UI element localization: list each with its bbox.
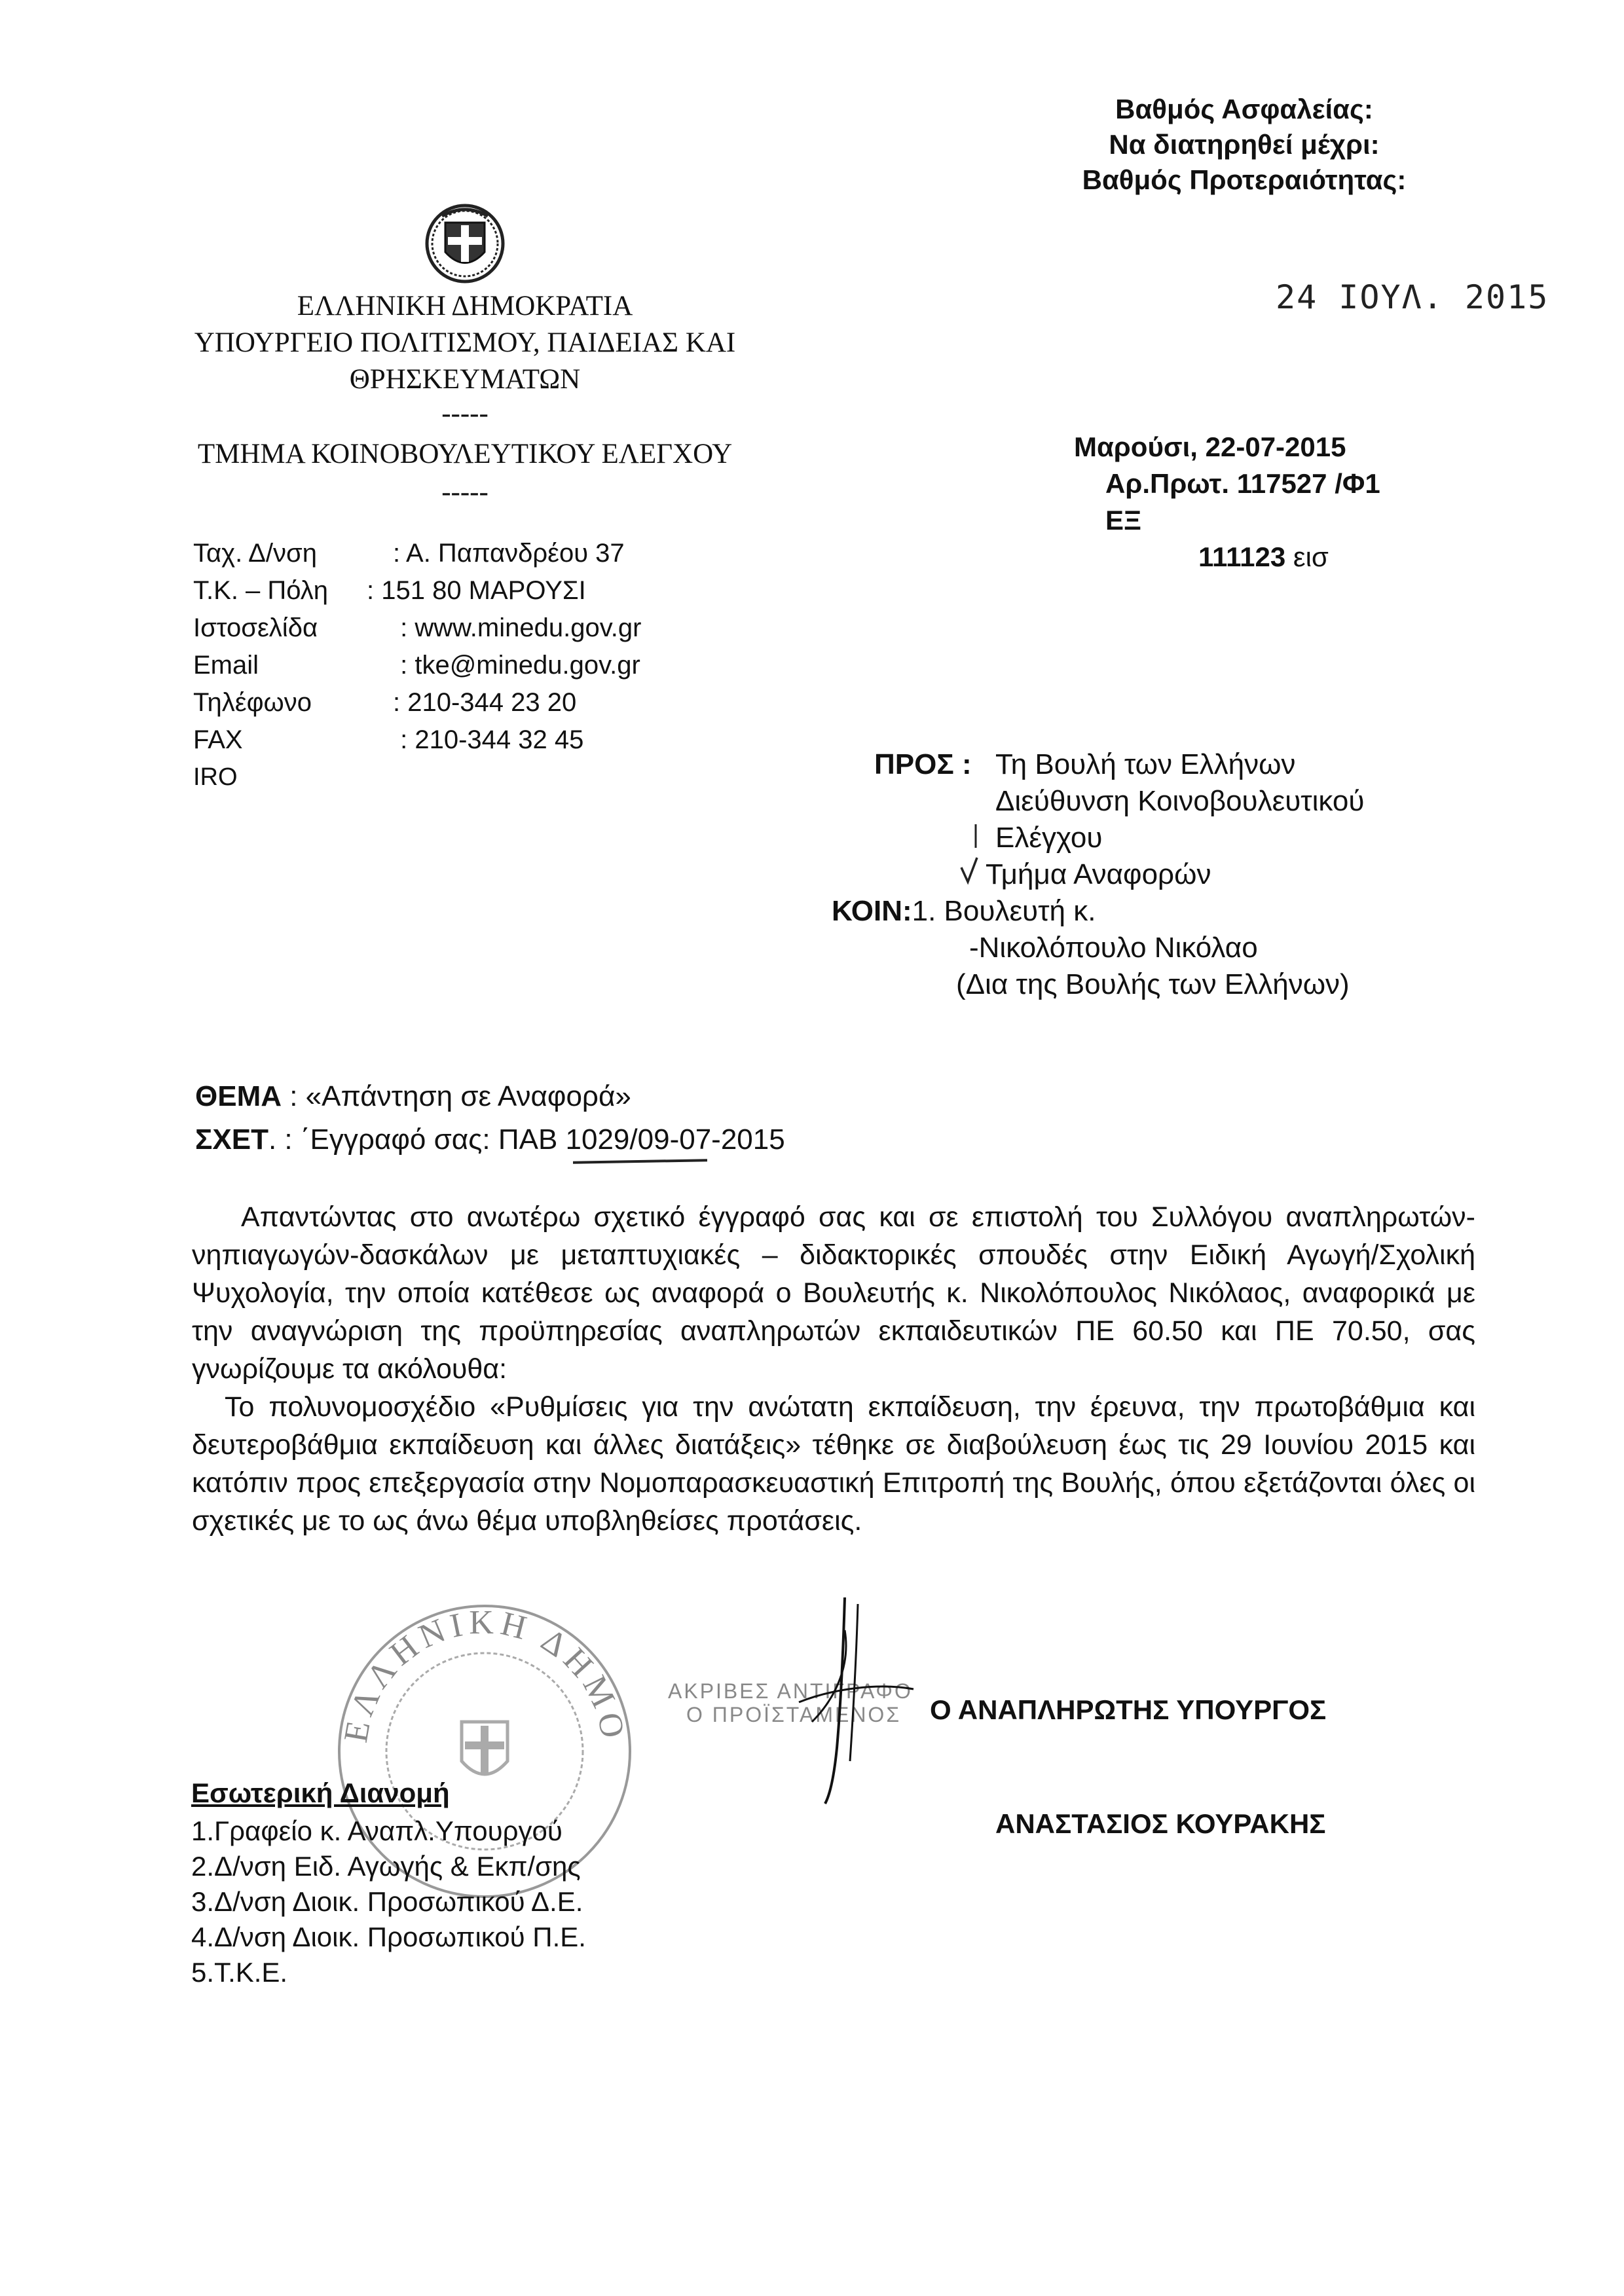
certification-line1: ΑΚΡΙΒΕΣ ΑΝΤΙΓΡΑΦΟ [668,1679,913,1703]
address-row [193,572,641,610]
ministry-name-line2: ΘΡΗΣΚΕΥΜΑΤΩΝ [349,364,581,395]
address-value: : 210-344 23 20 [393,688,577,717]
seal-ring-text: ΕΛΛΗΝΙΚΗ ΔΗΜΟ [337,1603,633,1746]
retention-period: Να διατηρηθεί μέχρι: [1109,129,1380,160]
address-row [193,610,641,647]
received-date-stamp: 24 ΙΟΥΛ. 2015 [1276,278,1549,316]
document-reference [982,429,1401,575]
department-name: ΤΜΗΜΑ ΚΟΙΝΟΒΟΥΛΕΥΤΙΚΟΥ ΕΛΕΓΧΟΥ [197,439,733,469]
reference-underline [573,1159,707,1164]
ministry-header [131,288,799,512]
address-value: : tke@minedu.gov.gr [393,651,640,680]
cc-recipient-line3: (Δια της Βουλής των Ελλήνων) [956,968,1350,1000]
security-block [1008,92,1480,198]
subject-line [195,1080,631,1113]
body-paragraph-1: Απαντώντας στο ανωτέρω σχετικό έγγραφό σας και σε επιστολή του Συλλόγου αναπληρωτών-νηπιαγωγών-δασκάλων με μεταπτυχιακές – διδακτορικές σπουδές στην Ειδική Αγωγή/Σχολική Ψυχολογία, την οποία κατέθεσε ως αναφορά ο Βουλευτής κ. Νικολόπουλος Νικόλαος, αναφορικά με την αναγνώριση της προϋπηρεσίας αναπληρωτών εκπαιδευτικών ΠΕ 60.50 και ΠΕ 70.50, σας γνωρίζουμε τα ακόλουθα: [192,1201,1475,1385]
body-paragraph-2: Το πολυνομοσχέδιο «Ρυθμίσεις για την ανώτατη εκπαίδευση, την έρευνα, την πρωτοβάθμια και δευτεροβάθμια εκπαίδευση και άλλες διατάξεις» τέθηκε σε διαβούλευση έως τις 29 Ιουνίου 2015 και κατόπιν προς επεξεργασία στην Νομοπαρασκευαστική Επιτροπή της Βουλής, όπου εξετάζονται όλες οι σχετικές με το ως άνω θέμα υποβληθείσες προτάσεις. [192,1391,1475,1537]
place-date: Μαρούσι, 22-07-2015 [1074,431,1346,462]
coat-of-arms-icon [419,196,511,288]
protocol-incoming-suffix: εισ [1293,541,1329,572]
svg-text:ΕΛΛΗΝΙΚΗ ΔΗΜΟΚΡΑΤΙΑ [331,1597,632,1746]
address-value: : 151 80 ΜΑΡΟΥΣΙ [367,576,586,605]
certification-line2: Ο ΠΡΟΪΣΤΑΜΕΝΟΣ [686,1703,902,1726]
header-separator-2: ----- [441,477,489,507]
address-value: : www.minedu.gov.gr [393,613,642,642]
to-recipient-line4: Τμήμα Αναφορών [986,858,1211,890]
address-label: FAX [193,725,243,754]
reference-label: ΣΧΕΤ [195,1123,268,1156]
cc-recipient-line2: -Νικολόπουλο Νικόλαο [969,932,1258,964]
signatory-name: ΑΝΑΣΤΑΣΙΟΣ ΚΟΥΡΑΚΗΣ [995,1808,1326,1839]
priority-level: Βαθμός Προτεραιότητας: [1082,164,1407,195]
subject-label: ΘΕΜΑ [195,1080,282,1112]
distribution-item: 4.Δ/νση Διοικ. Προσωπικού Π.Ε. [191,1922,586,1952]
address-label: Τηλέφωνο [193,688,312,717]
to-recipient-line3: Ελέγχου [995,822,1103,854]
subject-text: : «Απάντηση σε Αναφορά» [282,1080,631,1112]
protocol-incoming-number: 111123 [1198,541,1286,572]
address-row [193,759,641,796]
ministry-name-line1: ΥΠΟΥΡΓΕΙΟ ΠΟΛΙΤΙΣΜΟΥ, ΠΑΙΔΕΙΑΣ ΚΑΙ [194,327,736,358]
reference-text: . : ΄Εγγραφό σας: ΠΑΒ 1029/09-07-2015 [268,1123,785,1156]
distribution-item: 1.Γραφείο κ. Αναπλ.Υπουργού [191,1815,563,1846]
distribution-heading: Εσωτερική Διανομή [191,1777,450,1808]
to-label: ΠΡΟΣ : [874,748,972,780]
address-value: : Α. Παπανδρέου 37 [393,539,625,568]
header-separator: ----- [441,398,489,429]
address-row [193,721,641,759]
address-label: Ιστοσελίδα [193,613,318,642]
address-label: Ταχ. Δ/νση [193,539,317,568]
to-recipient-line1: Τη Βουλή των Ελλήνων [995,748,1296,780]
distribution-item: 5.Τ.Κ.Ε. [191,1957,288,1988]
distribution-item: 2.Δ/νση Ειδ. Αγωγής & Εκπ/σης [191,1851,581,1882]
cc-recipient-line1: 1. Βουλευτή κ. [912,895,1096,927]
cc-label: ΚΟΙΝ: [832,895,912,927]
address-row [193,535,641,572]
to-line [832,746,1486,783]
to-recipient-line2: Διεύθυνση Κοινοβουλευτικού [995,785,1365,817]
address-block [193,535,641,796]
security-classification: Βαθμός Ασφαλείας: [1115,94,1373,124]
distribution-item: 3.Δ/νση Διοικ. Προσωπικού Δ.Ε. [191,1886,583,1917]
letter-body [192,1198,1475,1540]
address-label: Τ.Κ. – Πόλη [193,576,329,605]
address-row [193,684,641,721]
address-label: Email [193,651,259,680]
address-value: : 210-344 32 45 [393,725,584,754]
recipients-block [832,746,1486,1003]
protocol-incoming [982,539,1401,575]
internal-distribution [191,1776,586,1990]
protocol-number: Αρ.Πρωτ. 117527 /Φ1 ΕΞ [1105,468,1380,536]
check-mark-icon [957,822,984,887]
reference-line [195,1123,785,1156]
address-row [193,647,641,684]
handwritten-signature [773,1591,923,1807]
address-label: IRO [193,763,238,791]
signatory-title: Ο ΑΝΑΠΛΗΡΩΤΗΣ ΥΠΟΥΡΓΟΣ [930,1694,1327,1725]
cc-line [832,893,1486,930]
republic-name: ΕΛΛΗΝΙΚΗ ΔΗΜΟΚΡΑΤΙΑ [297,291,633,321]
